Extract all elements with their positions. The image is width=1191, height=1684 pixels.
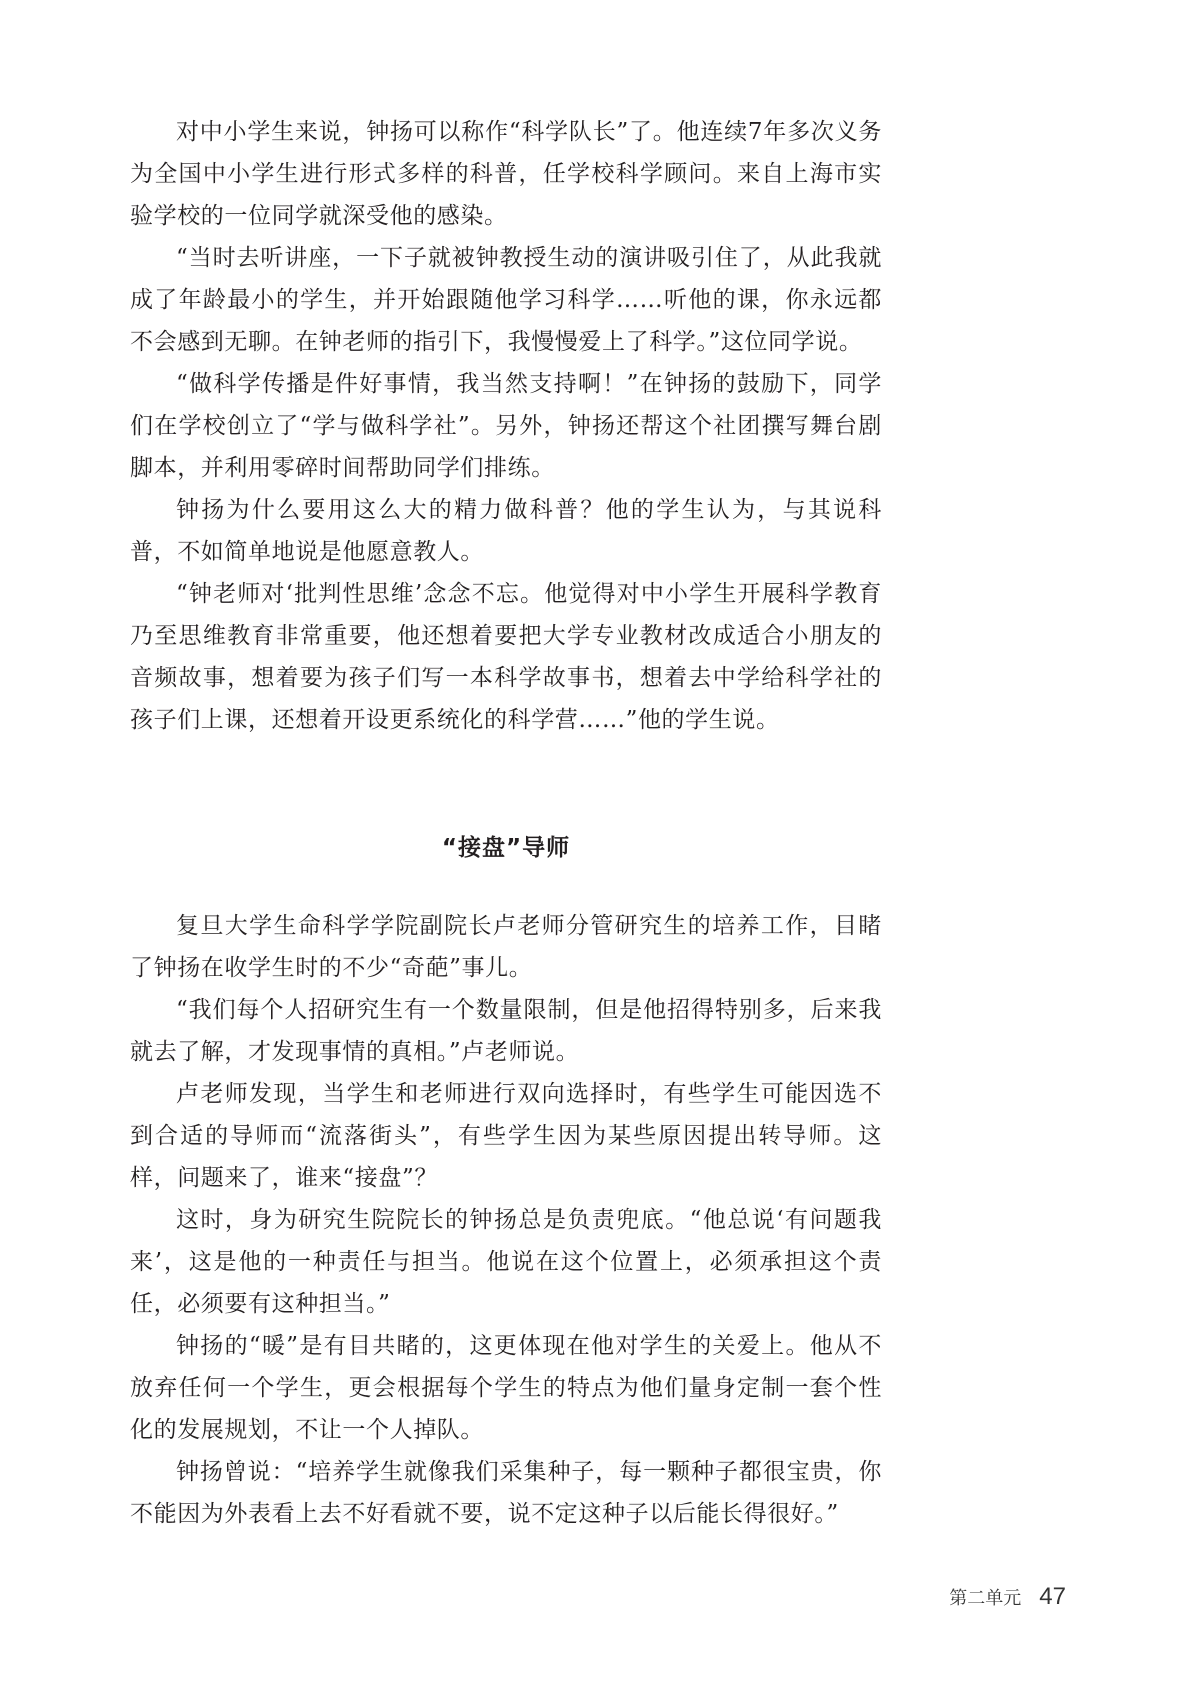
- paragraph: 这时，身为研究生院院长的钟扬总是负责兜底。“他总说‘有问题我来’，这是他的一种责任与担当。他说在这个位置上，必须承担这个责任，必须要有这种担当。”: [130, 1207, 882, 1317]
- paragraph: 卢老师发现，当学生和老师进行双向选择时，有些学生可能因选不到合适的导师而“流落街头”，有些学生因为某些原因提出转导师。这样，问题来了，谁来“接盘”？: [130, 1081, 882, 1191]
- paragraph: 对中小学生来说，钟扬可以称作“科学队长”了。他连续7年多次义务为全国中小学生进行形式多样的科普，任学校科学顾问。来自上海市实验学校的一位同学就深受他的感染。: [130, 119, 882, 229]
- body-text-top: [130, 111, 882, 741]
- body-text-bottom: [130, 905, 882, 1535]
- paragraph: “我们每个人招研究生有一个数量限制，但是他招得特别多，后来我就去了解，才发现事情的真相。”卢老师说。: [130, 997, 882, 1065]
- paragraph: 钟扬的“暖”是有目共睹的，这更体现在他对学生的关爱上。他从不放弃任何一个学生，更会根据每个学生的特点为他们量身定制一套个性化的发展规划，不让一个人掉队。: [130, 1333, 882, 1443]
- paragraph: “当时去听讲座，一下子就被钟教授生动的演讲吸引住了，从此我就成了年龄最小的学生，并开始跟随他学习科学……听他的课，你永远都不会感到无聊。在钟老师的指引下，我慢慢爱上了科学。”这位同学说。: [130, 245, 882, 355]
- unit-label: 第二单元: [949, 1588, 1022, 1609]
- paragraph: “钟老师对‘批判性思维’念念不忘。他觉得对中小学生开展科学教育乃至思维教育非常重要，他还想着要把大学专业教材改成适合小朋友的音频故事，想着要为孩子们写一本科学故事书，想着去中学给科学社的孩子们上课，还想着开设更系统化的科学营……”他的学生说。: [130, 581, 882, 733]
- page-number: 47: [1039, 1583, 1066, 1610]
- paragraph: 钟扬曾说：“培养学生就像我们采集种子，每一颗种子都很宝贵，你不能因为外表看上去不好看就不要，说不定这种子以后能长得很好。”: [130, 1459, 882, 1527]
- paragraph: 复旦大学生命科学学院副院长卢老师分管研究生的培养工作，目睹了钟扬在收学生时的不少“奇葩”事儿。: [130, 913, 882, 981]
- page-footer: [949, 1583, 1066, 1611]
- section-heading: “接盘”导师: [441, 835, 571, 861]
- paragraph: 钟扬为什么要用这么大的精力做科普？他的学生认为，与其说科普，不如简单地说是他愿意教人。: [130, 497, 882, 565]
- paragraph: “做科学传播是件好事情，我当然支持啊！”在钟扬的鼓励下，同学们在学校创立了“学与做科学社”。另外，钟扬还帮这个社团撰写舞台剧脚本，并利用零碎时间帮助同学们排练。: [130, 371, 882, 481]
